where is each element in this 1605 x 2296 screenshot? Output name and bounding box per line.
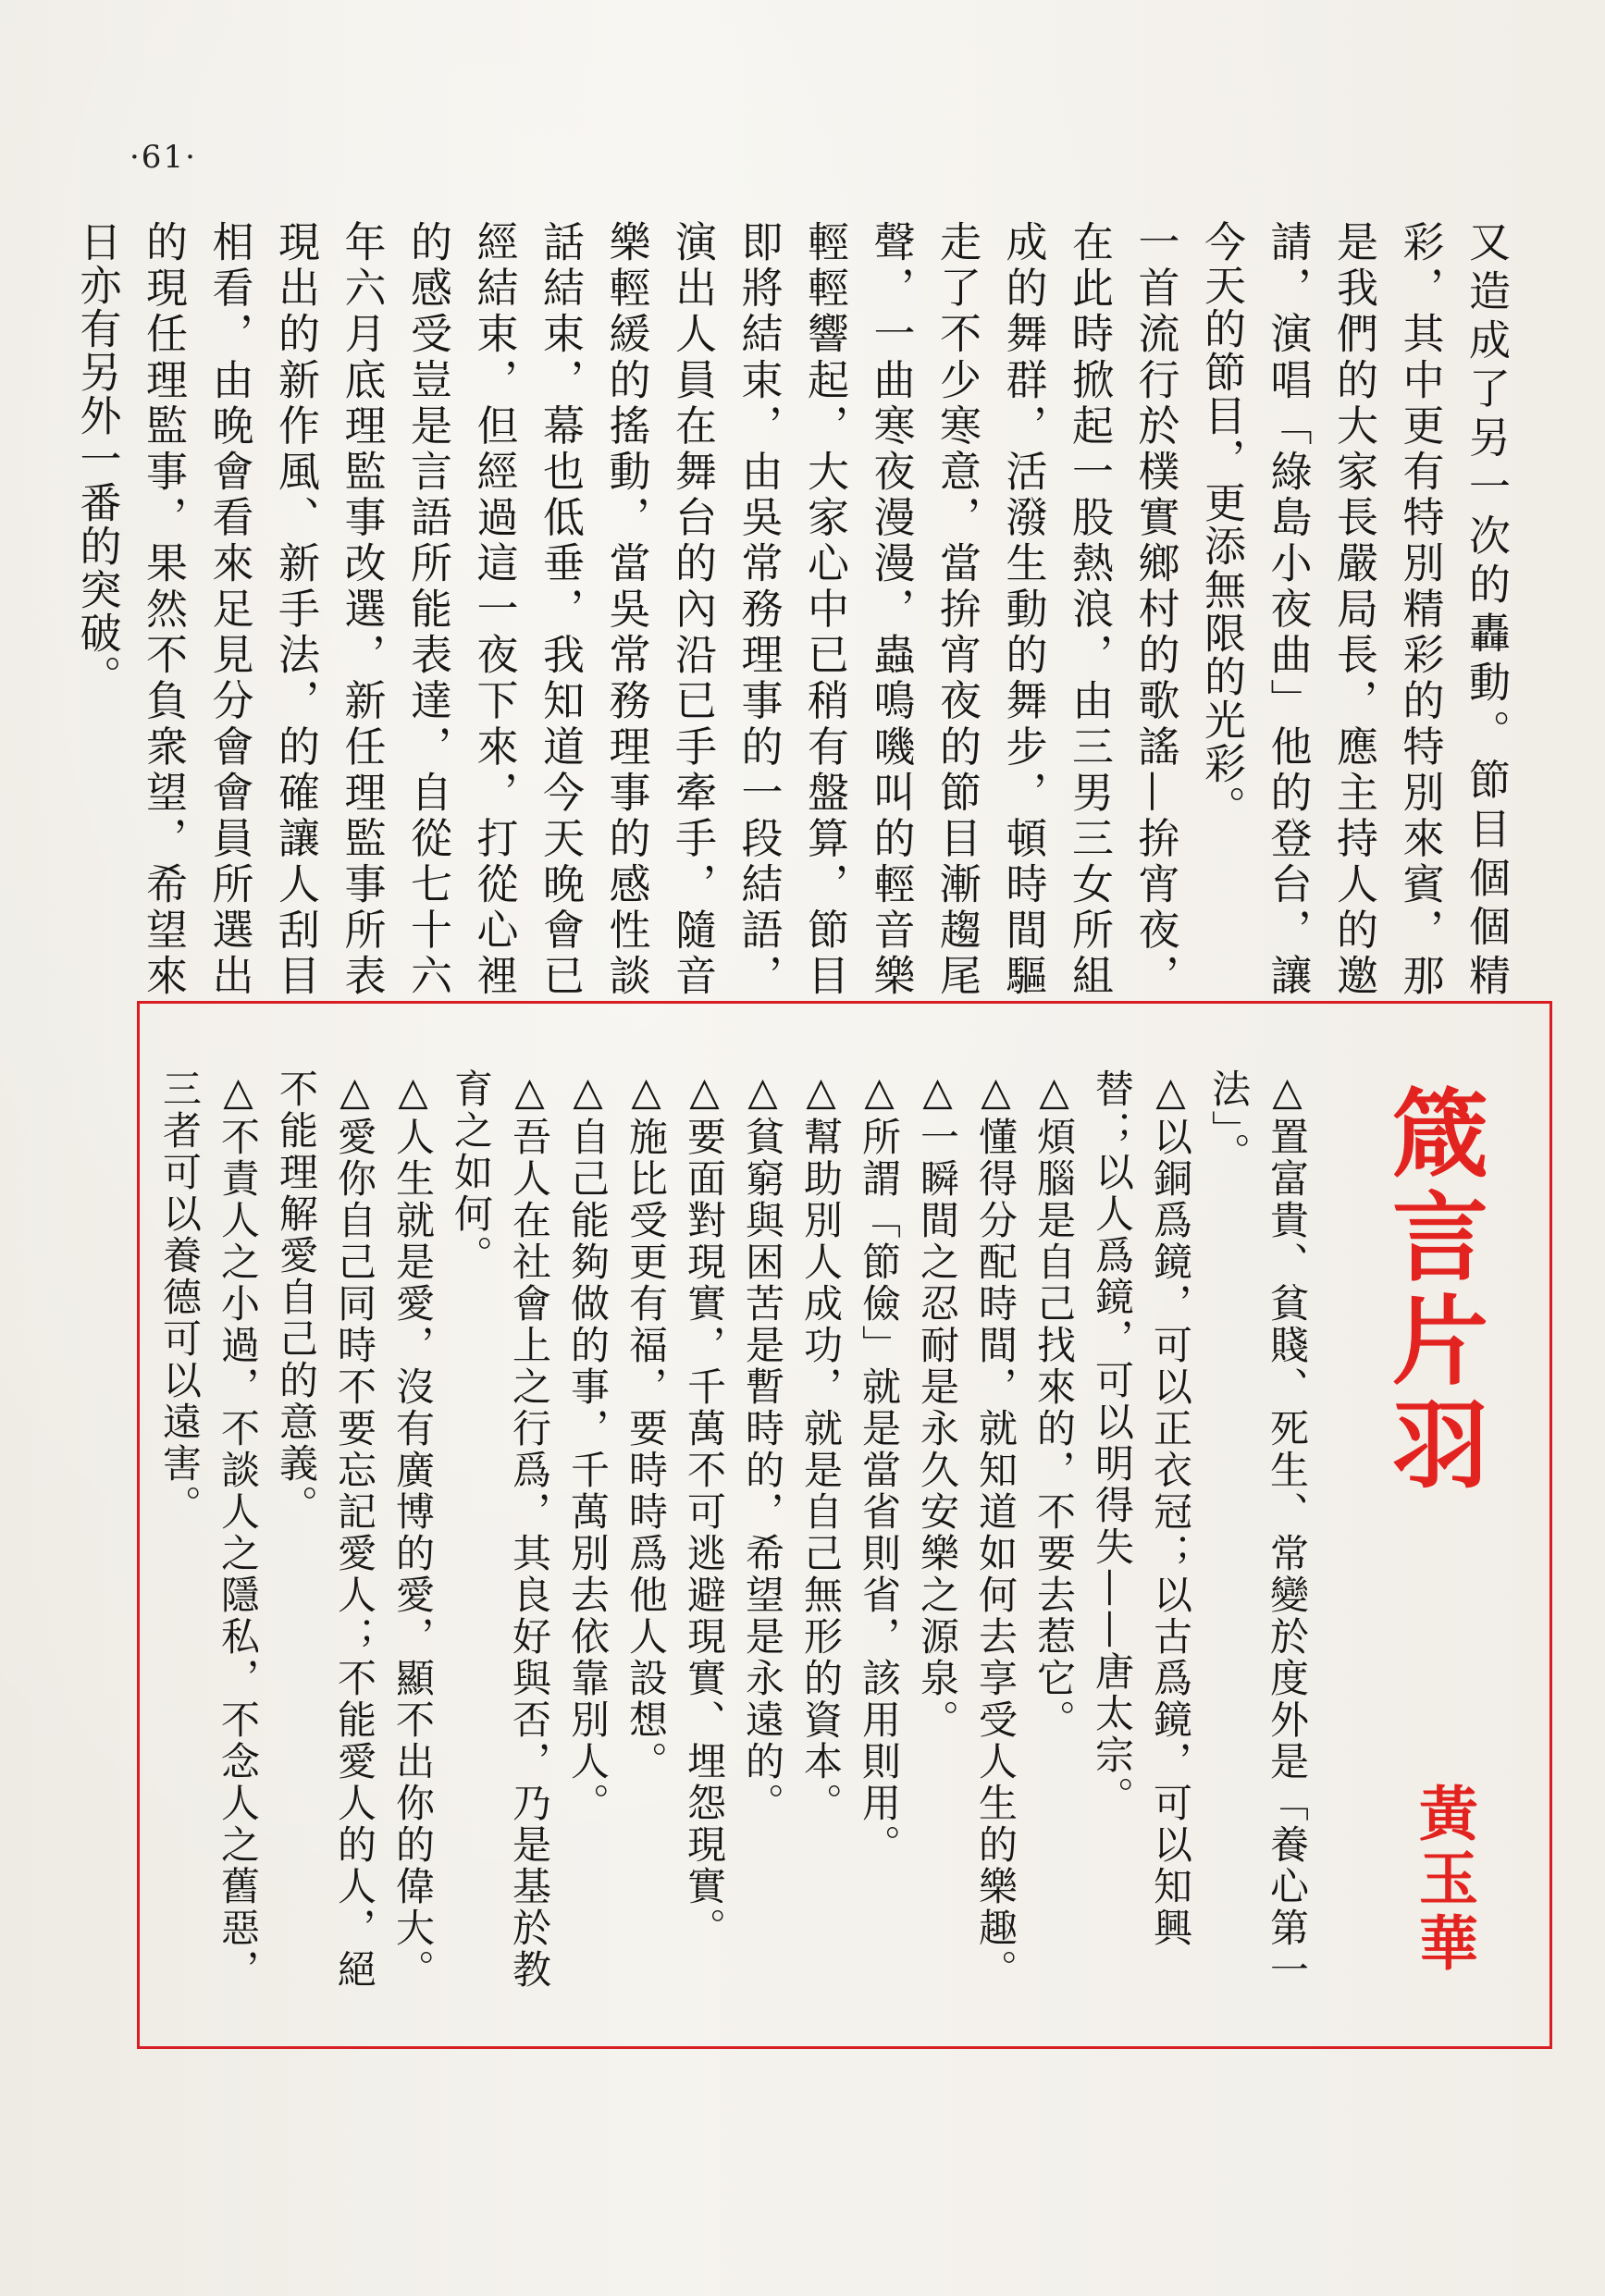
saying-item: △以銅爲鏡，可以正衣冠；以古爲鏡，可以知興替；以人爲鏡，可以明得失——唐太宗。 bbox=[1090, 1068, 1193, 1949]
saying-item: △自己能夠做的事，千萬別去依靠別人。 bbox=[565, 1068, 611, 1824]
saying-item: △一瞬間之忍耐是永久安樂之源泉。 bbox=[915, 1068, 960, 1741]
saying-item: △煩腦是自己找來的，不要去惹它。 bbox=[1031, 1068, 1077, 1741]
saying-item: △幫助別人成功，就是自己無形的資本。 bbox=[798, 1068, 844, 1824]
saying-item: △置富貴、貧賤、死生、常變於度外是「養心第一法」。 bbox=[1206, 1068, 1310, 1991]
quotes-box bbox=[137, 1001, 1552, 2049]
saying-item: △愛你自己同時不要忘記愛人；不能愛人的人，絕不能理解愛自己的意義。 bbox=[274, 1068, 377, 1991]
saying-item: △所謂「節儉」就是當省則省，該用則用。 bbox=[857, 1068, 902, 1866]
article-paragraph: 又造成了另一次的轟動。節目個個精彩，其中更有特別精彩的特別來賓，那是我們的大家長嚴局長，應主持人的邀請，演唱「綠島小夜曲」他的登台，讓今天的節目，更添無限的光彩。 bbox=[1197, 220, 1511, 997]
saying-item: △施比受更有福，要時時爲他人設想。 bbox=[623, 1068, 669, 1783]
article-paragraph: 一首流行於樸實鄉村的歌謠—拚宵夜，在此時掀起一股熱浪，由三男三女所組成的舞群，活潑生動的舞步，頓時間驅走了不少寒意，當拚宵夜的節目漸趨尾聲，一曲寒夜漫漫，蟲鳴嘰叫的輕音樂輕輕響起，大家心中已稍有盤算，節目即將結束，由吳常務理事的一段結語，演出人員在舞台的內沿已手牽手，隨音樂輕緩的搖動，當吳常務理事的感性談話結束，幕也低垂，我知道今天晚會已經結束，但經過這一夜下來，打從心裡的感受豈是言語所能表達，自從七十六年六月底理監事改選，新任理監事所表現出的新作風、新手法，的確讓人刮目相看，由晚會看來足見分會會員所選出的現任理監事，果然不負衆望，希望來日亦有另外一番的突破。 bbox=[72, 220, 1180, 997]
saying-item: △貧窮與困苦是暫時的，希望是永遠的。 bbox=[740, 1068, 785, 1824]
sayings-list bbox=[157, 1068, 1316, 1994]
saying-item: △吾人在社會上之行爲，其良好與否，乃是基於教育之如何。 bbox=[449, 1068, 552, 1991]
box-title: 箴言片羽 bbox=[1376, 1083, 1488, 1498]
box-author: 黃玉華 bbox=[1409, 1783, 1477, 1977]
page-number: ·61· bbox=[130, 139, 197, 176]
article-body bbox=[72, 220, 1519, 997]
saying-item: △人生就是愛，沒有廣博的愛，顯不出你的偉大。 bbox=[390, 1068, 436, 1991]
saying-item: △懂得分配時間，就知道如何去享受人生的樂趣。 bbox=[973, 1068, 1019, 1991]
saying-item: △要面對現實，千萬不可逃避現實、埋怨現實。 bbox=[682, 1068, 727, 1949]
saying-item: △不責人之小過，不談人之隱私，不念人之舊惡，三者可以養德可以遠害。 bbox=[157, 1068, 261, 1991]
